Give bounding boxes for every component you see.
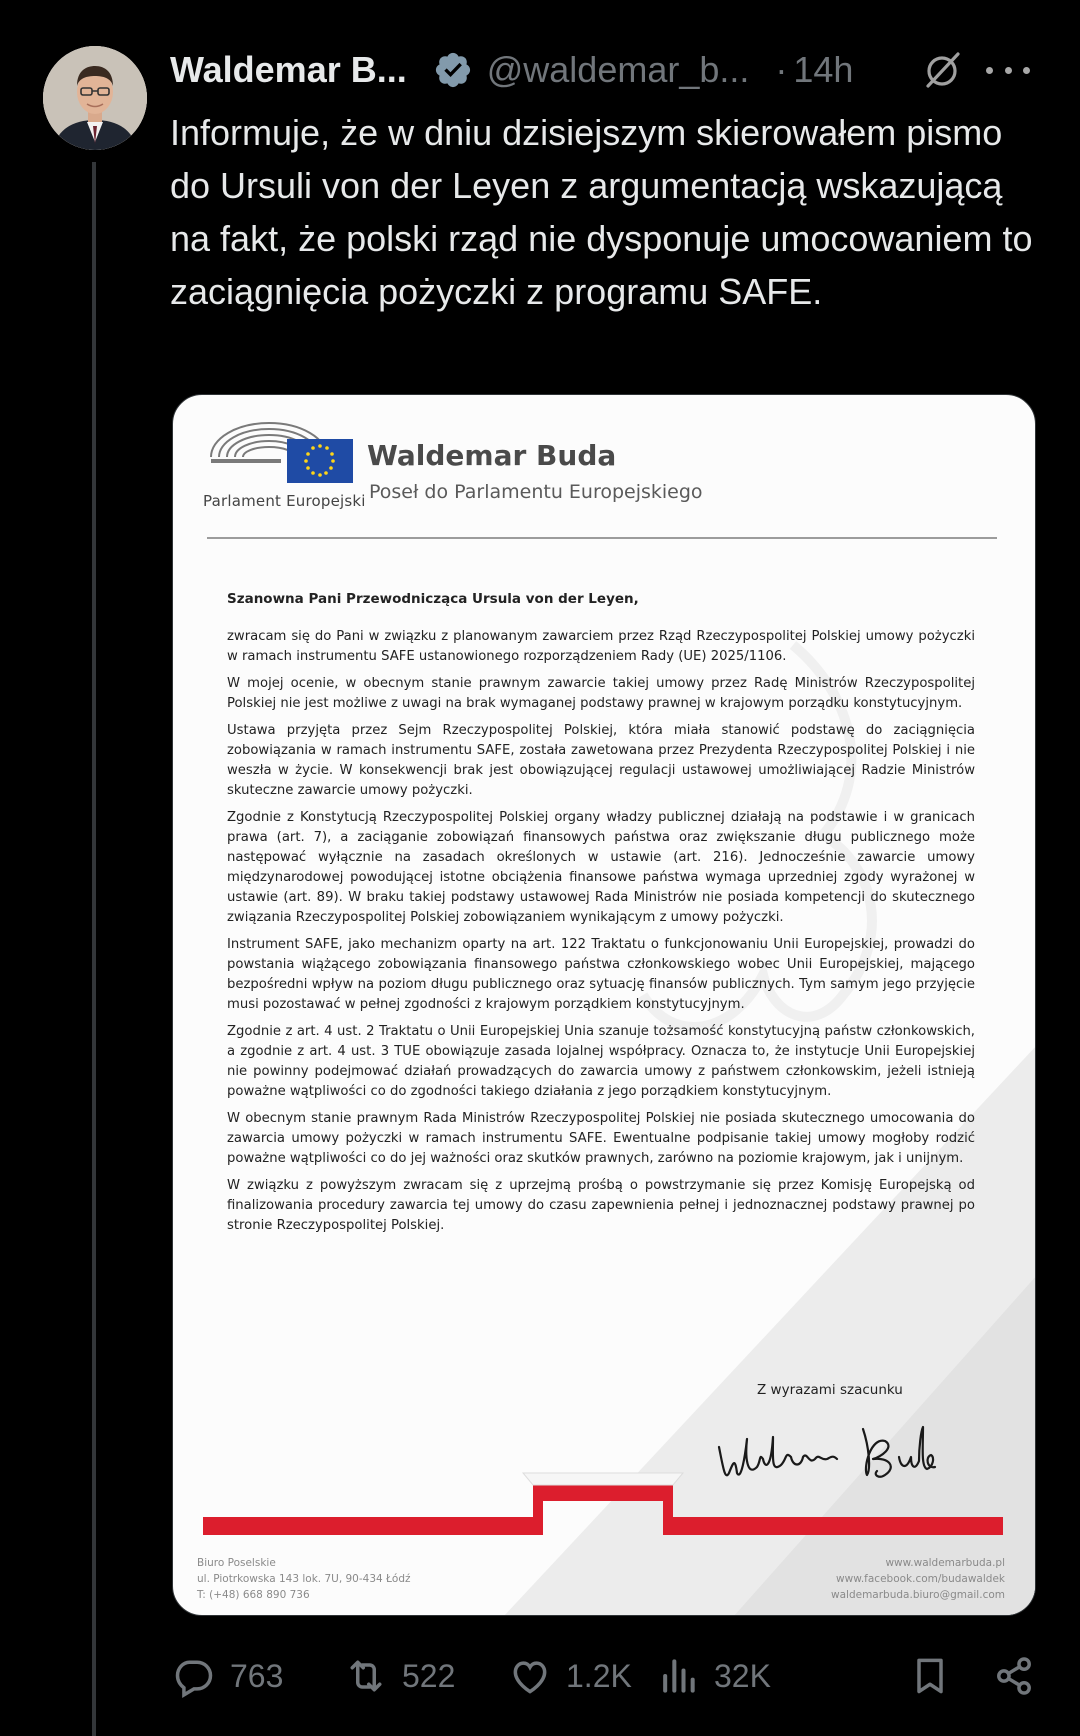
footer-line: ul. Piotrkowska 143 lok. 7U, 90-434 Łódź [197,1573,411,1585]
letter-salutation: Szanowna Pani Przewodnicząca Ursula von der Leyen, [227,591,639,607]
post-header [170,46,1060,94]
letter-paragraph: Ustawa przyjęta przez Sejm Rzeczypospolitej Polskiej, która miała stanowić podstawę do zaciągnięcia zobowiązania w ramach instrumentu SAFE, została zawetowana przez Prezydenta Rzeczypospolitej Polskiej i nie weszła w życie. W konsekwencji brak jest obowiązującej regulacji ustawowej umożliwiającej Radzie Ministrów skuteczne zawarcie umowy pożyczki. [227,723,975,798]
grok-icon[interactable] [920,48,964,92]
footer-line: T: (+48) 668 890 736 [197,1589,310,1601]
author-name[interactable]: Waldemar B... [170,49,407,90]
share-button[interactable] [992,1648,1050,1704]
thread-line [92,162,96,1736]
letter-paragraph: Zgodnie z Konstytucją Rzeczypospolitej Polskiej organy władzy publicznej działają na podstawie i w granicach prawa (art. 7), a zaciąganie zobowiązań finansowych państwa oraz zwiększanie długu publicznego może następować wyłącznie na zasadach określonych w ustawie (art. 216). Jednocześnie zawarcie umowy międzynarodowej powodującej istotne obciążenia finansowe państwa wymaga uprzedniej zgody wyrażonej w ustawie (art. 89). W braku takiej podstawy ustawowej Rada Ministrów nie posiada kompetencji do skutecznego związania Rzeczypospolitej Polskiej zobowiązaniem wynikającym z umowy pożyczki. [227,810,975,925]
views-icon [656,1654,700,1698]
author-handle[interactable]: @waldemar_b... [486,49,750,90]
reply-button[interactable] [172,1648,283,1704]
heart-icon [508,1654,552,1698]
separator: · [775,49,788,90]
letter-body [227,589,975,1243]
post-text: Informuje, że w dniu dzisiejszym skierowałem pismo do Ursuli von der Leyen z argumentacją wskazującą na fakt, że polski rząd nie dysponuje umocowaniem to zaciągnięcia pożyczki z programu SAFE. [170,112,1033,312]
avatar[interactable] [43,46,147,150]
letter-closing: Z wyrazami szacunku [757,1382,903,1398]
letter-paragraph: Zgodnie z art. 4 ust. 2 Traktatu o Unii Europejskiej Unia szanuje tożsamość konstytucyjną państw członkowskich, a zgodnie z art. 4 ust. 3 TUE obowiązuje zasada lojalnej współpracy. Oznacza to, że instytucje Unii Europejskiej nie powinny podejmować działań prowadzących do zawarcia umowy z państwem członkowskim, jeżeli istnieją poważne wątpliwości co do zgodności takiego działania z jego porządkiem konstytucyjnym. [227,1024,975,1099]
document-author-name: Waldemar Buda [367,439,617,472]
letter-paragraph: Instrument SAFE, jako mechanizm oparty na art. 122 Traktatu o funkcjonowaniu Unii Europejskiej, prowadzi do powstania wiążącego zobowiązania finansowego państwa członkowskiego wobec Unii Europejskiej, mającego bezpośredni wpływ na poziom długu publicznego oraz sytuację finansów publicznych. Tym samym jego przyjęcie musi pozostawać w pełnej zgodności z krajowym porządkiem konstytucyjnym. [227,937,975,1012]
handwritten-signature [713,1417,953,1487]
view-count: 32K [714,1657,771,1694]
post-time[interactable]: 14h [793,49,854,90]
action-bar [172,1648,1042,1704]
bookmark-icon [908,1654,952,1698]
more-icon[interactable] [986,50,1030,90]
footer-line: www.facebook.com/budawaldek [836,1573,1005,1585]
office-address [197,1555,411,1603]
header-divider [207,537,997,539]
views-button[interactable] [656,1648,771,1704]
document-author-role: Poseł do Parlamentu Europejskiego [369,481,703,503]
parliament-logo [207,415,357,485]
letter-paragraph: W obecnym stanie prawnym Rada Ministrów Rzeczypospolitej Polskiej nie posiada skutecznego umocowania do zawarcia umowy pożyczki w ramach instrumentu SAFE. Ewentualne podpisanie takiej umowy mogłoby rodzić poważne wątpliwości co do jej ważności oraz skutków prawnych, zarówno na poziomie krajowym, jak i unijnym. [227,1111,975,1166]
repost-count: 522 [402,1657,456,1694]
verified-badge-icon[interactable] [433,50,473,90]
letter-paragraph: zwracam się do Pani w związku z planowanym zawarciem przez Rząd Rzeczypospolitej Polskiej umowy pożyczki w ramach instrumentu SAFE ustanowionego rozporządzeniem Rady (UE) 2025/1106. [227,629,975,664]
reply-count: 763 [230,1657,284,1694]
like-button[interactable] [508,1648,632,1704]
attached-document-image[interactable] [172,394,1036,1616]
like-count: 1.2K [566,1657,632,1694]
footer-line: Biuro Poselskie [197,1557,276,1569]
letter-paragraph: W mojej ocenie, w obecnym stanie prawnym zawarcie takiej umowy przez Radę Ministrów Rzeczypospolitej Polskiej nie jest możliwe z uwagi na brak wymaganej podstawy prawnej w krajowym porządku konstytucyjnym. [227,676,975,711]
footer-line: waldemarbuda.biuro@gmail.com [831,1589,1005,1601]
reply-icon [172,1654,216,1698]
repost-button[interactable] [344,1648,455,1704]
footer-line: www.waldemarbuda.pl [885,1557,1005,1569]
parliament-caption: Parlament Europejski [203,492,366,510]
bookmark-button[interactable] [908,1648,966,1704]
repost-icon [344,1654,388,1698]
letter-paragraph: W związku z powyższym zwracam się z uprzejmą prośbą o powstrzymanie się przez Komisję Europejską od finalizowania procedury zawarcia tej umowy do czasu zapewnienia pełnej i jednoznacznej podstawy prawnej po stronie Rzeczypospolitej Polskiej. [227,1178,975,1233]
share-icon [992,1654,1036,1698]
contact-links [831,1555,1005,1603]
